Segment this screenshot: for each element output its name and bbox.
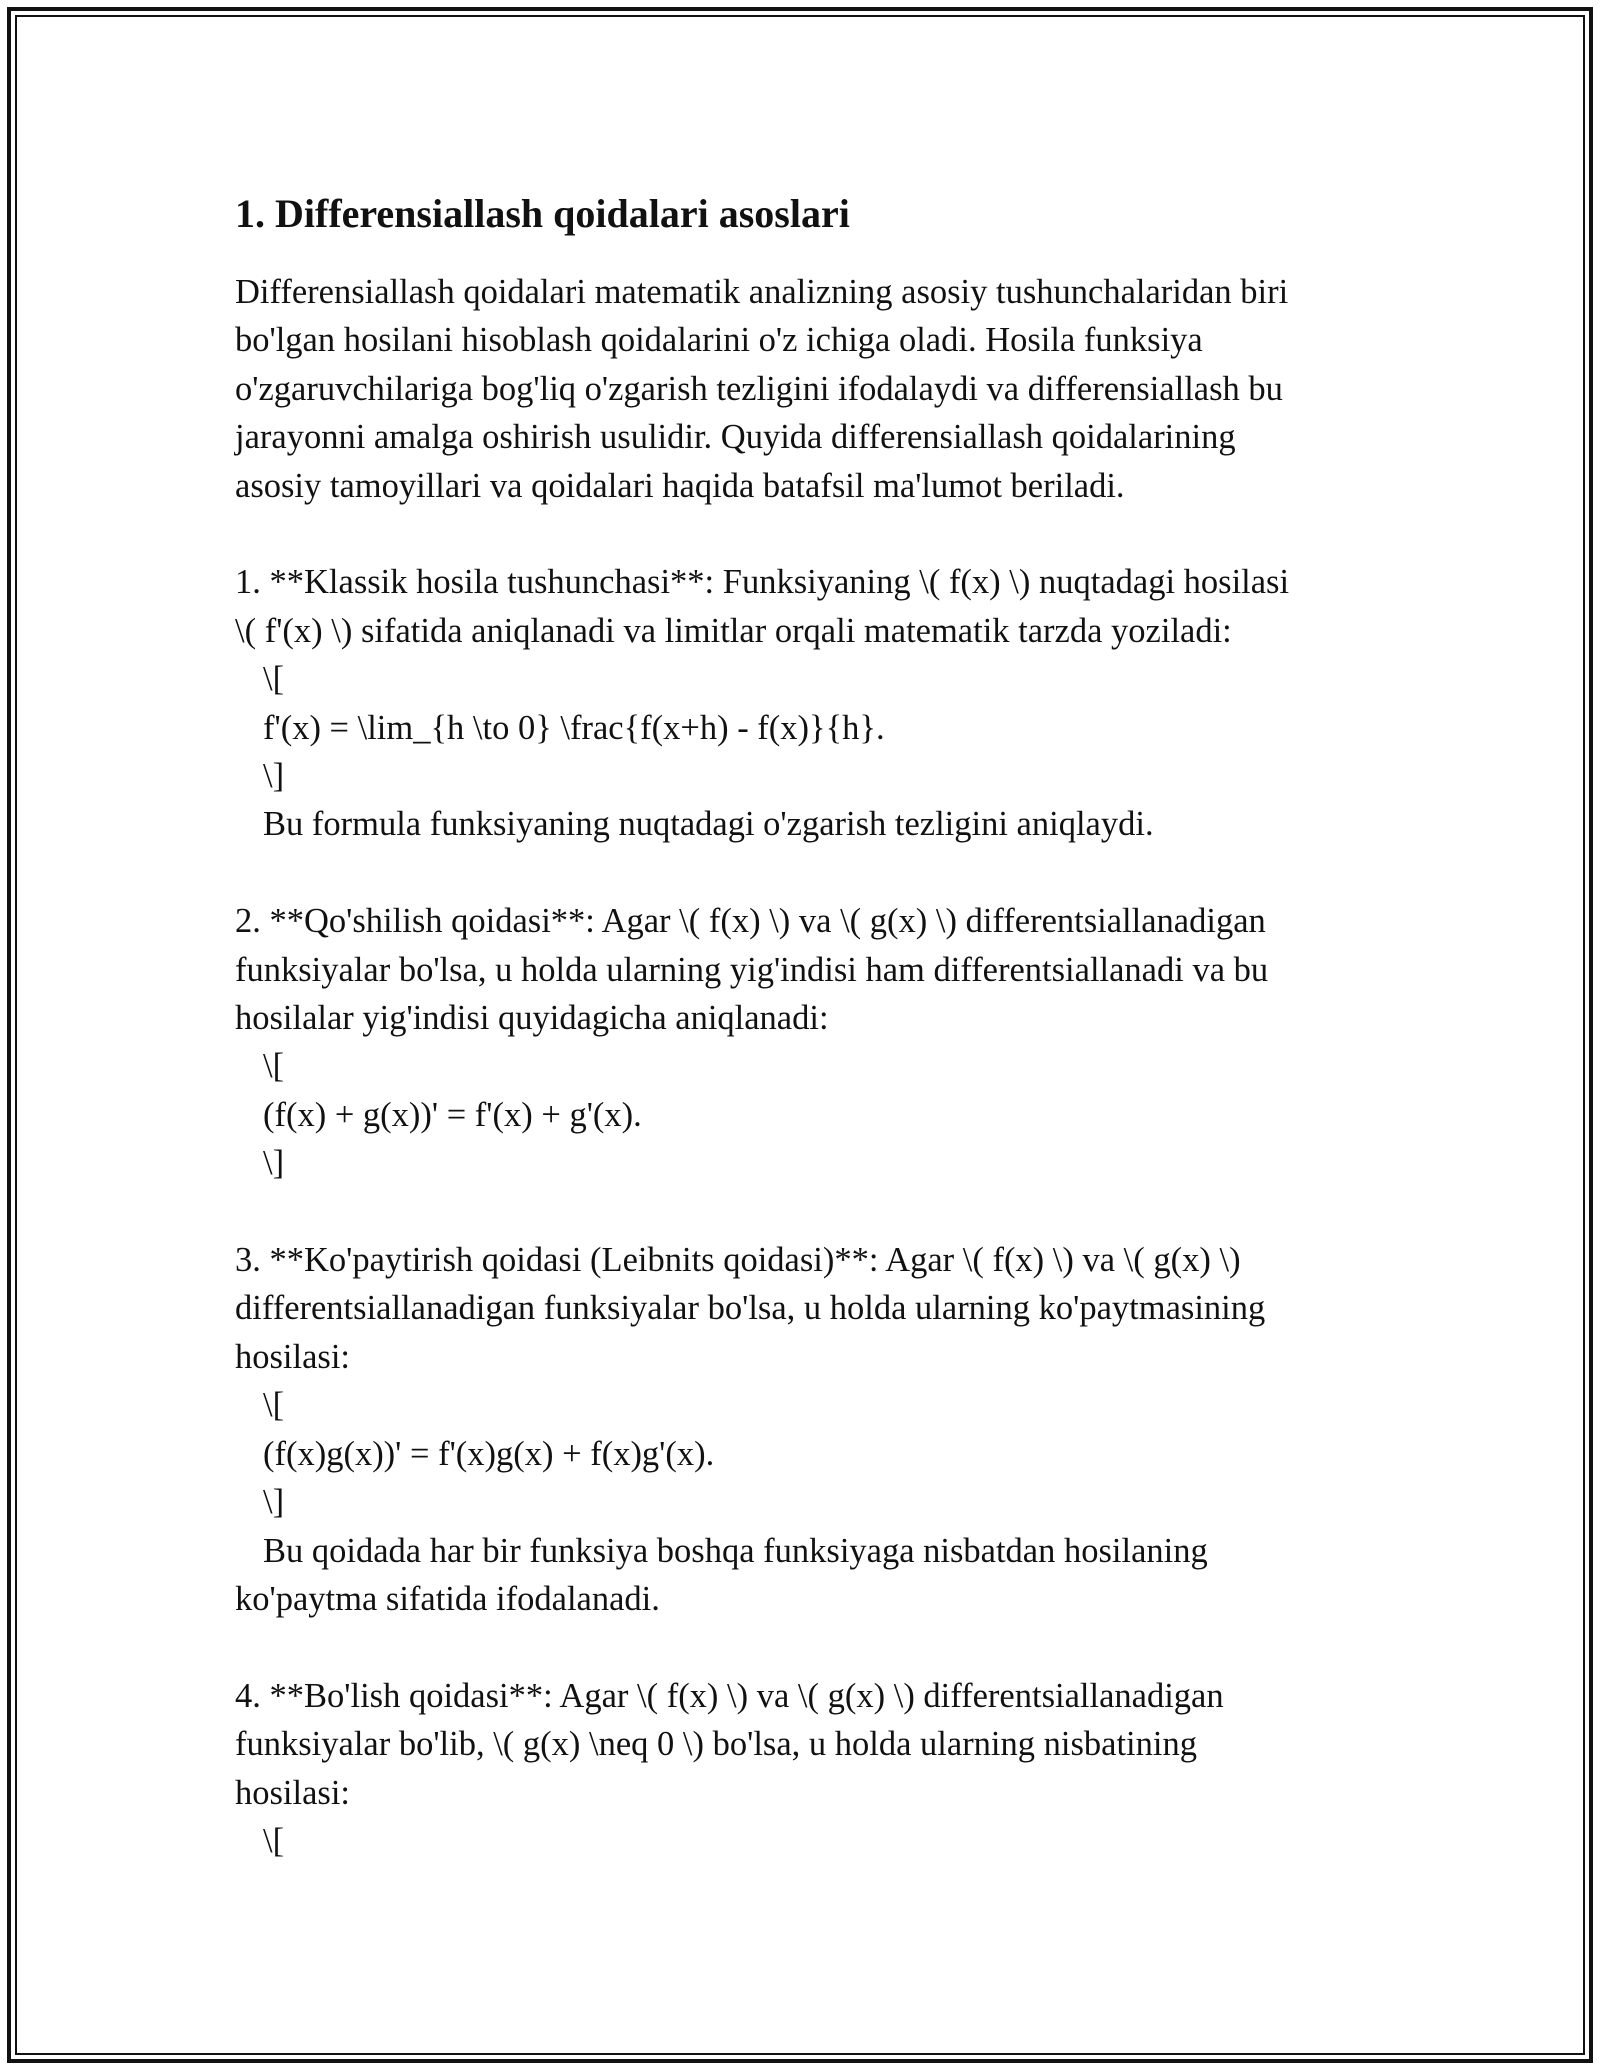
formula-line: (f(x)g(x))' = f'(x)g(x) + f(x)g'(x). <box>263 1434 715 1473</box>
intro-paragraph <box>235 268 1375 510</box>
text-line: Differensiallash qoidalari matematik analizning asosiy tushunchalaridan biri <box>235 273 1289 311</box>
text-line: hosilalar yig'indisi quyidagicha aniqlanadi: <box>235 999 829 1038</box>
text-line: hosilasi: <box>235 1337 351 1376</box>
formula-line: \] <box>263 1144 285 1183</box>
formula-line: \] <box>263 757 285 796</box>
rule-item-2 <box>235 897 1375 1187</box>
note-line: Bu formula funksiyaning nuqtadagi o'zgarish tezligini aniqlaydi. <box>263 805 1154 844</box>
text-line: o'zgaruvchilariga bog'liq o'zgarish tezligini ifodalaydi va differensiallash bu <box>235 369 1283 408</box>
note-line: ko'paytma sifatida ifodalanadi. <box>235 1579 660 1618</box>
paragraph-gap <box>235 849 1375 897</box>
text-line: differentsiallanadigan funksiyalar bo'lsa, u holda ularning ko'paytmasining <box>235 1289 1266 1328</box>
rule-item-4 <box>235 1672 1375 1866</box>
text-line: funksiyalar bo'lsa, u holda ularning yig'indisi ham differentsiallanadi va bu <box>235 950 1269 989</box>
formula-line: (f(x) + g(x))' = f'(x) + g'(x). <box>263 1095 642 1134</box>
text-line: 4. **Bo'lish qoidasi**: Agar \( f(x) \) va \( g(x) \) differentsiallanadigan <box>235 1676 1224 1715</box>
text-line: funksiyalar bo'lib, \( g(x) \neq 0 \) bo'lsa, u holda ularning nisbatining <box>235 1725 1197 1764</box>
rule-item-1 <box>235 558 1375 848</box>
paragraph-gap <box>235 1188 1375 1236</box>
text-line: bo'lgan hosilani hisoblash qoidalarini o'z ichiga oladi. Hosila funksiya <box>235 321 1203 360</box>
formula-line: \] <box>263 1483 285 1522</box>
formula-line: \[ <box>263 1386 285 1425</box>
text-line: 3. **Ko'paytirish qoidasi (Leibnits qoidasi)**: Agar \( f(x) \) va \( g(x) \) <box>235 1241 1241 1280</box>
formula-line: f'(x) = \lim_{h \to 0} \frac{f(x+h) - f(x)}{h}. <box>263 708 885 747</box>
formula-line: \[ <box>263 1047 285 1086</box>
formula-line: \[ <box>263 1821 285 1860</box>
paragraph-gap <box>235 1623 1375 1671</box>
text-line: \( f'(x) \) sifatida aniqlanadi va limitlar orqali matematik tarzda yoziladi: <box>235 611 1232 650</box>
text-line: 1. **Klassik hosila tushunchasi**: Funksiyaning \( f(x) \) nuqtadagi hosilasi <box>235 563 1290 602</box>
text-line: asosiy tamoyillari va qoidalari haqida batafsil ma'lumot beriladi. <box>235 466 1125 505</box>
note-line: Bu qoidada har bir funksiya boshqa funksiyaga nisbatdan hosilaning <box>263 1531 1208 1570</box>
document-body <box>235 186 1375 1865</box>
formula-line: \[ <box>263 660 285 699</box>
text-line: 2. **Qo'shilish qoidasi**: Agar \( f(x) \) va \( g(x) \) differentsiallanadigan <box>235 902 1266 941</box>
text-line: hosilasi: <box>235 1773 351 1812</box>
text-line: jarayonni amalga oshirish usulidir. Quyida differensiallash qoidalarining <box>235 418 1236 457</box>
rule-item-3 <box>235 1236 1375 1623</box>
section-heading: 1. Differensiallash qoidalari asoslari <box>235 191 850 236</box>
paragraph-gap <box>235 510 1375 558</box>
